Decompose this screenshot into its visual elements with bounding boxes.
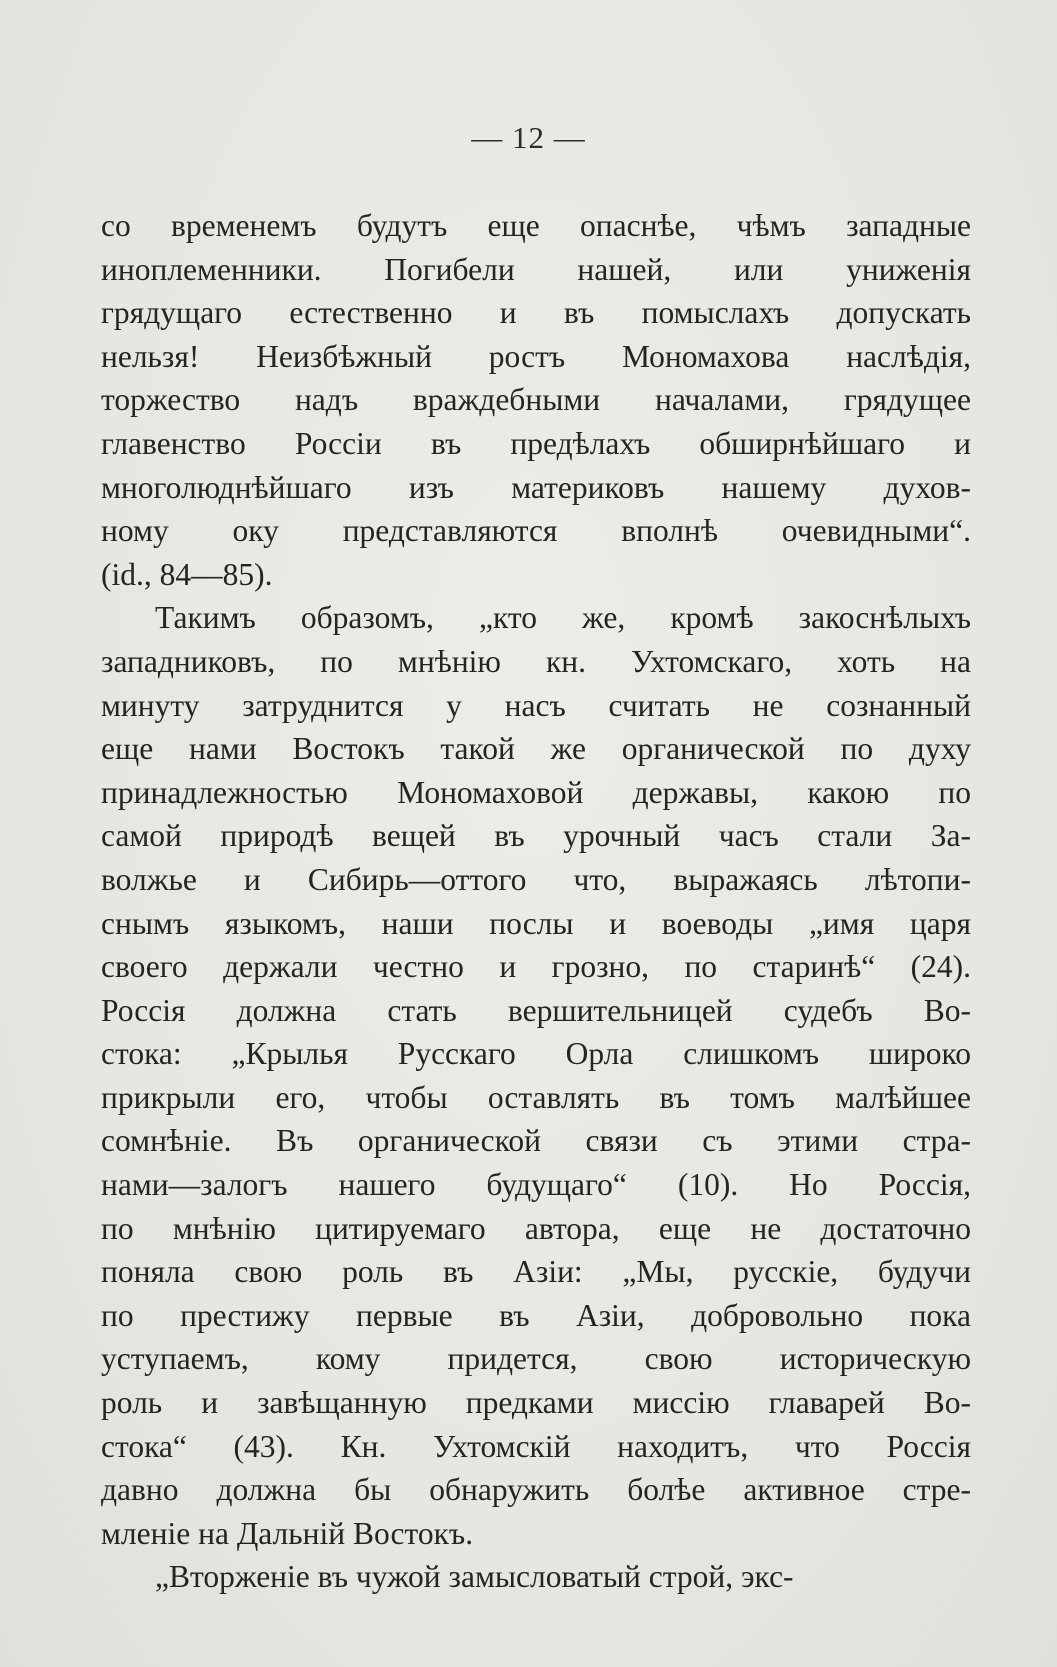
text-line: минуту затруднится у насъ считать не сознанный — [101, 687, 971, 723]
text-line: „Вторженіе въ чужой замысловатый строй, экс- — [155, 1559, 794, 1595]
text-line: Россія должна стать вершительницей судебъ Во- — [101, 992, 971, 1028]
text-line: стока: „Крылья Русскаго Орла слишкомъ широко — [101, 1036, 971, 1072]
text-line: волжье и Сибирь—оттого что, выражаясь лѣтопи- — [101, 861, 971, 897]
text-line: главенство Россіи въ предѣлахъ обширнѣйшаго и — [101, 425, 971, 461]
text-line: торжество надъ враждебными началами, грядущее — [101, 382, 971, 418]
text-line: прикрыли его, чтобы оставлять въ томъ малѣйшее — [101, 1079, 971, 1115]
text-line: еще нами Востокъ такой же органической по духу — [101, 731, 971, 767]
text-line: своего держали честно и грозно, по старинѣ“ (24). — [101, 949, 971, 985]
paragraph-3 — [101, 1555, 971, 1599]
text-line: по престижу первые въ Азіи, добровольно пока — [101, 1297, 971, 1333]
text-line: грядущаго естественно и въ помыслахъ допускать — [101, 295, 971, 331]
text-line: нами—залогъ нашего будущаго“ (10). Но Россія, — [101, 1167, 971, 1203]
text-line: (id., 84—85). — [101, 556, 273, 592]
text-line: сомнѣніе. Въ органической связи съ этими стра- — [101, 1123, 971, 1159]
text-line: стока“ (43). Кн. Ухтомскій находитъ, что Россія — [101, 1428, 971, 1464]
page-number: — 12 — — [471, 120, 586, 155]
text-line: нельзя! Неизбѣжный ростъ Мономахова наслѣдія, — [101, 338, 971, 374]
text-line: самой природѣ вещей въ урочный часъ стали За- — [101, 818, 971, 854]
text-line: роль и завѣщанную предками миссію главарей Во- — [101, 1385, 971, 1421]
paragraph-2 — [101, 596, 971, 1555]
text-line: уступаемъ, кому придется, свою историческую — [101, 1341, 971, 1377]
text-line: со временемъ будутъ еще опаснѣе, чѣмъ западные — [101, 208, 971, 243]
text-line: мленіе на Дальній Востокъ. — [101, 1515, 474, 1551]
text-line: по мнѣнію цитируемаго автора, еще не достаточно — [101, 1210, 971, 1246]
text-line: Такимъ образомъ, „кто же, кромѣ закоснѣлыхъ — [155, 600, 971, 636]
text-line: ному оку представляются вполнѣ очевидными“. — [101, 513, 971, 549]
text-line: поняла свою роль въ Азіи: „Мы, русскіе, будучи — [101, 1254, 971, 1290]
text-line: снымъ языкомъ, наши послы и воеводы „имя царя — [101, 905, 971, 941]
text-line: принадлежностью Мономаховой державы, какою по — [101, 774, 971, 810]
text-line: давно должна бы обнаружить болѣе активное стре- — [101, 1472, 971, 1508]
text-line: западниковъ, по мнѣнію кн. Ухтомскаго, хоть на — [101, 643, 971, 679]
page-body-text — [101, 204, 971, 1599]
text-line: многолюднѣйшаго изъ материковъ нашему духов- — [101, 469, 971, 505]
text-line: иноплеменники. Погибели нашей, или униженія — [101, 251, 971, 287]
paragraph-1 — [101, 204, 971, 596]
